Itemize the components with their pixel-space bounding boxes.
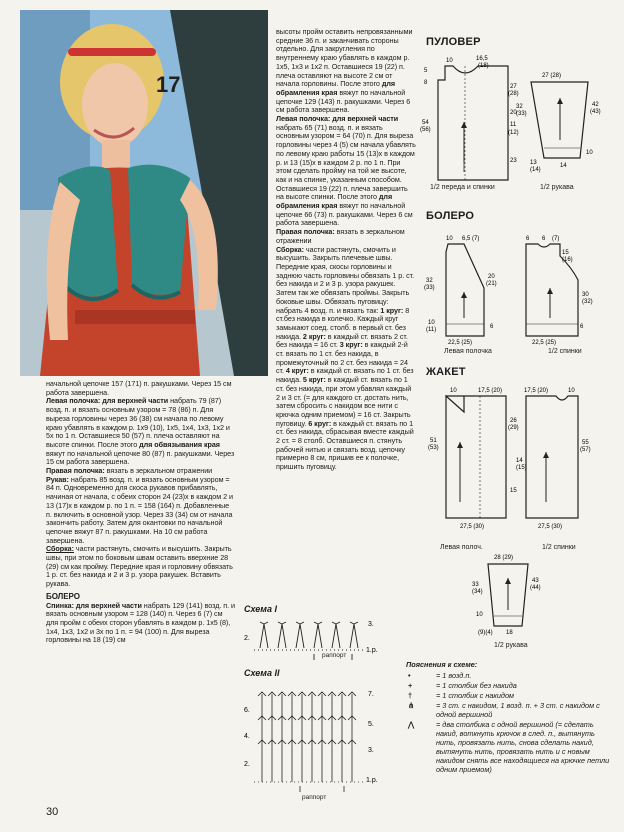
legend-item: + = 1 столбик без накида [408, 681, 517, 690]
dim-label: 10 [568, 388, 575, 394]
dim-label: 20 [510, 110, 517, 116]
legend-item: † = 1 столбик с накидом [408, 691, 515, 700]
dim-label: (11) [426, 327, 437, 333]
section-heading-pullover: ПУЛОВЕР [426, 36, 481, 48]
round-label: 4 круг: [285, 366, 309, 376]
dim-label: 13 [530, 160, 537, 166]
round-label: 1 круг: [380, 305, 404, 315]
paragraph: вяжут по начальной цепочке 66 (73) п. ракушками. Через 6 см работа завершена. [276, 201, 413, 228]
bolero-left-schematic [420, 232, 520, 350]
dim-label: (32) [582, 299, 593, 305]
shell-stitch-icon: ⋔ [408, 701, 415, 710]
dim-label: 6 [490, 324, 494, 330]
dim-label: 32 [426, 278, 433, 284]
paragraph: набрать 79 (87) возд. п. и вязать основным узором = 78 (86) п. Для выреза горловины через 36 (38) см начала по левому краю убавлять в каждом р. 1х9 (10), 1х5, 1х4, 1х3, 1х2 и 5х по 1 п. Оставшиеся 50 (57) п. плеча оставляют на высоте спинки. После этого [46, 396, 230, 449]
caption-jacket-left: Левая полоч. [440, 544, 483, 551]
dim-label: (43) [590, 109, 601, 115]
paragraph: в каждый 2-й ст. вязать по 1 ст. без накида, в промежуточный по 2 ст. без накида = 24 ст. [276, 340, 408, 376]
dim-label: (12) [508, 130, 519, 136]
photo-illustration [20, 10, 268, 376]
dim-label: 10 [476, 612, 483, 618]
paragraph: в каждый ст. вязать по 1 ст. без накида, сбрасывая вместе каждый 2 ст. = 8 столб. Оставшиеся п. стянуть рабочей нитью и связать возд. цепочку примерно 8 см, пришив ее к полочке, пришить пуговицу. [276, 418, 414, 472]
row-label: 2. [244, 761, 250, 768]
dim-label: 26 [510, 418, 517, 424]
row-label: 6. [244, 707, 250, 714]
dim-label: 6 [542, 236, 546, 242]
dim-label: 6 [580, 324, 584, 330]
dim-label: (28) [508, 91, 519, 97]
legend-title: Пояснения к схеме: [406, 660, 478, 669]
paragraph: вяжут по начальной цепочке 80 (87) п. ракушками. Через 15 см работа завершена. [46, 448, 235, 467]
subheading: для обрамления края [276, 192, 393, 211]
subheading: Рукав: [46, 474, 69, 484]
dim-label: (29) [508, 425, 519, 431]
section-heading-jacket: ЖАКЕТ [426, 366, 466, 378]
jacket-back-schematic [516, 382, 616, 542]
dim-label: (57) [580, 447, 591, 453]
dim-label: 20 [488, 274, 495, 280]
dim-label: 33 [472, 582, 479, 588]
dim-label: 10 [586, 150, 593, 156]
jacket-left-schematic [420, 382, 520, 542]
dim-label: (21) [486, 281, 497, 287]
page-number: 30 [46, 806, 59, 818]
dim-label: 51 [430, 438, 437, 444]
dim-label: (18) [478, 63, 489, 69]
caption-bolero-back: 1/2 спинки [548, 348, 582, 355]
dim-label: 10 [446, 58, 453, 64]
subheading: для обрамления края [276, 79, 395, 97]
schema-1-rapport: раппорт [322, 652, 347, 659]
dim-label: (44) [530, 585, 541, 591]
dim-label: 27 [510, 84, 517, 90]
paragraph: набрать 85 возд. п. и вязать основным узором = 84 п. Одновременно для скоса рукавов прибавлять, начиная от начала, с обеих сторон 24 (23)х в каждом 2 и 13 (17)х в каждом р. по 1 п. = 158 (164) п. Добавленные п. включить в основной узор. Через 33 (34) см от начала закончить работу. Затем для окантовки по начальной цепочке вяжут 87 п. ракушками. На 10 см работа завершена. [46, 474, 233, 545]
pullover-sleeve-schematic [516, 68, 606, 178]
dim-label: 27 (28) [542, 73, 562, 79]
paragraph: 8 ст.без накида в колечко. Каждый круг замыкают соед. столб. в первый ст. без накида. [276, 305, 410, 341]
subheading: для обвязывания края [139, 439, 220, 449]
paragraph: вязать в зеркальном отражении [276, 227, 405, 245]
dim-label: 14 [516, 458, 523, 464]
subheading: Сборка: [276, 244, 304, 254]
row-label: 4. [244, 733, 250, 740]
dim-label: 10 [450, 388, 457, 394]
model-number: 17 [156, 72, 181, 97]
subheading: Левая полочка: для верхней части [46, 396, 169, 406]
round-label: 5 круг: [302, 375, 326, 385]
legend [406, 660, 616, 775]
row-label: 7. [368, 691, 374, 698]
caption-bolero-left: Левая полочка [444, 348, 492, 355]
schema-1-title: Схема I [244, 604, 277, 614]
dim-label: 54 [422, 120, 429, 126]
text-column-1 [46, 380, 236, 780]
caption-pullover-front: 1/2 переда и спинки [430, 184, 495, 191]
dim-label: (7) [552, 236, 560, 242]
dim-label: 22,5 (25) [448, 340, 473, 346]
row-label: 1.р. [366, 777, 378, 784]
dim-label: 15 [562, 250, 569, 256]
dim-label: 17,5 (20) [524, 388, 549, 394]
subheading: Спинка: для верхней части [46, 600, 142, 610]
paragraph: в каждый ст. вязать по 1 ст. без накида, при этом убавлял каждый 2 и 3 ст. (= для каждого ст. достать нить, затем сбросить с накидом все нити с крючка одним приемом) = 16 ст. Закрыть пуговицу. [276, 375, 412, 428]
dim-label: 17,5 (20) [478, 388, 503, 394]
row-label: 5. [368, 721, 374, 728]
round-label: 6 круг: [308, 418, 332, 428]
dim-label: 30 [582, 292, 589, 298]
jacket-sleeve-schematic [458, 550, 558, 650]
paragraph: вяжут по начальной цепочке 129 (143) п. ракушками. Через 6 см работа завершена. [276, 87, 411, 115]
dim-label: 5 [424, 68, 428, 74]
dim-label: (16) [562, 257, 573, 263]
dim-label: 27,5 (30) [538, 524, 563, 530]
dim-label: (9)(4) [478, 630, 493, 636]
dim-label: 43 [532, 578, 539, 584]
caption-pullover-sleeve: 1/2 рукава [540, 184, 574, 191]
dim-label: 27,5 (30) [460, 524, 485, 530]
paragraph: в каждый ст. вязать 2 ст. без накида = 16 ст. [276, 331, 408, 350]
round-label: 2 круг: [302, 331, 326, 341]
dim-label: (56) [420, 127, 431, 133]
model-photo [20, 10, 268, 376]
schema-2-chart [242, 682, 402, 796]
dim-label: (15) [516, 465, 527, 471]
dim-label: 8 [424, 80, 428, 86]
legend-item: ⋀ = два столбика с одной вершиной (= сделать накид, воткнуть крючок в след. п., вытянуть нить, провязать нить, снова сделать накид, вытянуть нить, провязать нить и с новым накидом снять все находящиеся на крючке петли одним приемом) [408, 720, 610, 774]
dim-label: (14) [530, 167, 541, 173]
row-label: 3. [368, 621, 374, 628]
dim-label: 22,5 (25) [532, 340, 557, 346]
dim-label: (33) [424, 285, 435, 291]
paragraph: набрать 129 (141) возд. п. и вязать основным узором = 128 (140) п. Через 6 (7) см для пройм с обеих сторон убавлять в каждом р. 1х5 (8), 1х4, 1х3, 1х2 и 3х по 1 п. = 94 (100) п. Для выреза горловины на 18 (19) см [46, 600, 235, 645]
schema-2-title: Схема II [244, 668, 280, 678]
legend-item: • = 1 возд.п. [408, 671, 472, 680]
row-label: 2. [244, 635, 250, 642]
round-label: 3 круг: [339, 340, 363, 350]
single-crochet-icon: + [408, 681, 413, 690]
dim-label: 6 [526, 236, 530, 242]
paragraph: в каждый ст. вязать по 1 ст. без накида. [276, 366, 414, 385]
paragraph: части растянуть, смочить и высушить. Закрыть швы, при этом по боковым швам оставить вверхние 28 (29) см как пройму. Передние края и горловину обвязать 1 р. ст. без накида и 2 и 3 р. узора ракушек. Вставить рукава. [46, 544, 233, 589]
caption-jacket-back: 1/2 спинки [542, 544, 576, 551]
dim-label: (34) [472, 589, 483, 595]
row-label: 1.р. [366, 647, 378, 654]
decrease-stitch-icon: ⋀ [408, 720, 414, 729]
dim-label: 32 [516, 104, 523, 110]
dim-label: 15 [510, 488, 517, 494]
subheading: Правая полочка: [276, 227, 335, 237]
double-crochet-icon: † [408, 691, 413, 700]
dim-label: 23 [510, 158, 517, 164]
dim-label: 28 (29) [494, 555, 514, 561]
row-label: 3. [368, 747, 374, 754]
dim-label: 42 [592, 102, 599, 108]
subheading: Правая полочка: [46, 466, 105, 476]
dim-label: 55 [582, 440, 589, 446]
dim-label: 6,5 (7) [462, 236, 480, 242]
subheading: Сборка: [46, 544, 74, 554]
bolero-back-schematic [516, 232, 616, 350]
dim-label: (53) [428, 445, 439, 451]
paragraph: высоты пройм оставить непровязанными средние 36 п. и заканчивать стороны отдельно. Для закругления по внутреннему краю убавлять в каждом р. 1х5, 1х3 и 1х2 п. Оставшиеся 19 (22) п. плеча оставляют на высоте 2 см от начала горловины. После этого [276, 28, 413, 89]
dim-label: 10 [428, 320, 435, 326]
dim-label: (33) [516, 111, 527, 117]
dim-label: 11 [510, 122, 517, 128]
section-heading-bolero: БОЛЕРО [46, 591, 80, 601]
paragraph: части растянуть, смочить и высушить. Закрыть плечевые швы. Передние края, скосы горловины и заднюю часть горловины обвязать 1 р. ст. без накида и 2 и 3 р. узора ракушек. Затем так же обвязать проймы. Закрыть боковые швы. Обвязать пуговицу: набрать 4 возд. п. и вязать так: [276, 244, 415, 315]
chain-stitch-icon: • [408, 671, 411, 680]
dim-label: 14 [560, 163, 567, 169]
text-column-2 [276, 28, 416, 600]
schema-2-rapport: раппорт [302, 794, 327, 801]
subheading: Левая полочка: для верхней части [276, 114, 399, 124]
legend-item: ⋔ = 3 ст. с накидом, 1 возд. п. + 3 ст. с накидом с одной вершиной [408, 701, 600, 719]
dim-label: 18 [506, 630, 513, 636]
dim-label: 16,5 [476, 56, 488, 62]
section-heading-bolero-schemes: БОЛЕРО [426, 210, 475, 222]
paragraph: вязать в зеркальном отражении [106, 466, 213, 476]
paragraph: начальной цепочке 157 (171) п. ракушками. Через 15 см работа завершена. [46, 380, 232, 397]
caption-jacket-sleeve: 1/2 рукава [494, 642, 528, 649]
dim-label: 10 [446, 236, 453, 242]
paragraph: набрать 65 (71) возд. п. и вязать основным узором = 64 (70) п. Для выреза горловины через 4 (5) см начала убавлять по левому краю работы 15 (13)х в каждом р. и 13 (15)х в каждом 2 р. по 1 п. При этом сделать пройму на той же высоте, как и на спинке, указанным способом. Оставшиеся 19 (22) п. плеча завершить на высоте спинки. После этого [276, 122, 416, 202]
pullover-front-schematic [420, 52, 520, 192]
